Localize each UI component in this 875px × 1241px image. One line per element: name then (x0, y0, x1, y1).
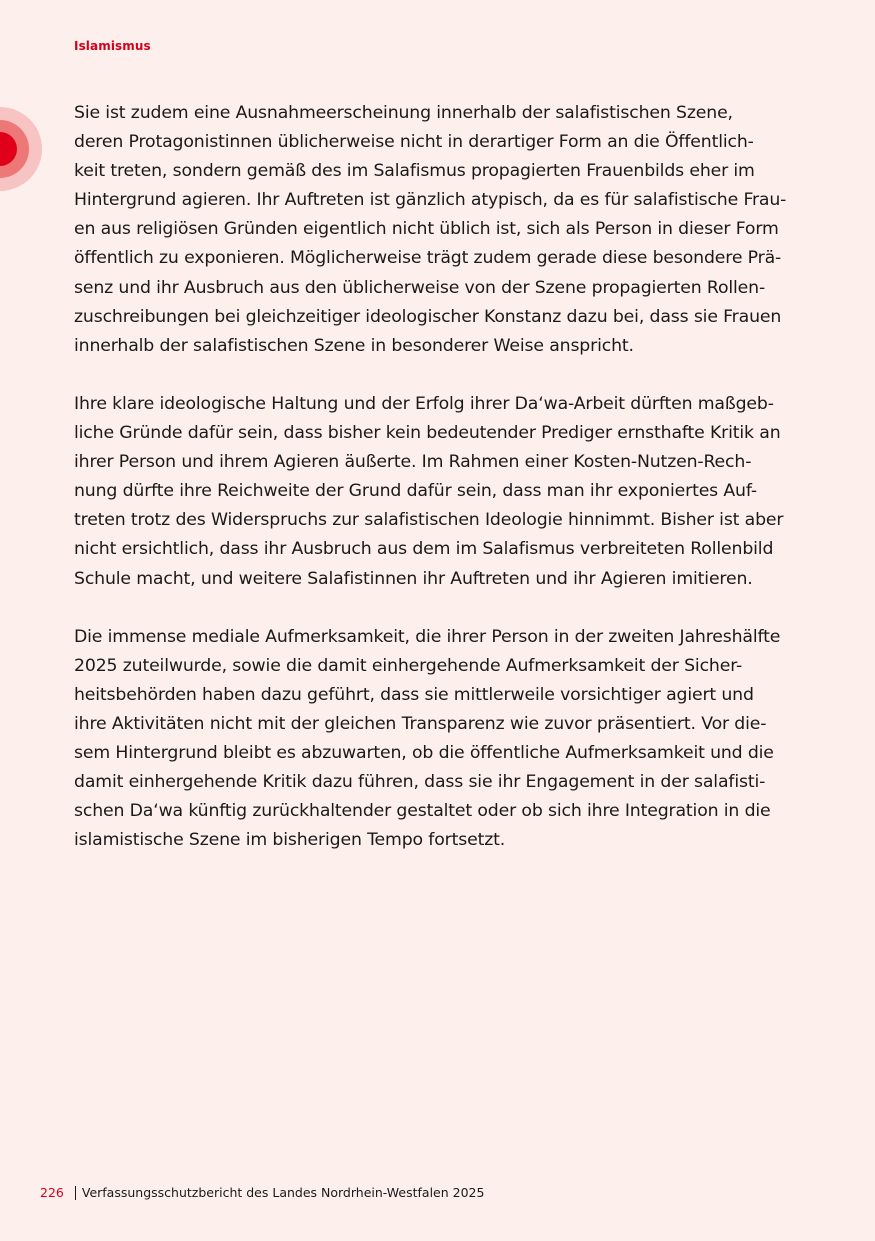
footer-divider (75, 1186, 76, 1200)
text-line: deren Protagonistinnen üblicherweise nicht in derartiger Form an die Öffentlich- (74, 132, 754, 153)
text-line: ihrer Person und ihrem Agieren äußerte. Im Rahmen einer Kosten-Nutzen-Rech- (74, 452, 752, 473)
text-line: zuschreibungen bei gleichzeitiger ideologischer Konstanz dazu bei, dass sie Frauen (74, 306, 782, 327)
body-text (74, 99, 802, 885)
text-line: sem Hintergrund bleibt es abzuwarten, ob die öffentliche Aufmerksamkeit und die (74, 743, 774, 764)
paragraph-1 (74, 99, 802, 361)
text-line: innerhalb der salafistischen Szene in besonderer Weise anspricht. (74, 335, 634, 356)
paragraph-2 (74, 390, 802, 594)
page-footer (40, 1185, 484, 1200)
page-number: 226 (40, 1185, 64, 1200)
text-line: schen Da‘wa künftig zurückhaltender gestaltet oder ob sich ihre Integration in die (74, 801, 771, 822)
text-line: nung dürfte ihre Reichweite der Grund dafür sein, dass man ihr exponiertes Auf- (74, 481, 757, 502)
target-circle-icon (0, 106, 43, 192)
text-line: senz und ihr Ausbruch aus den üblicherweise von der Szene propagierten Rollen- (74, 277, 766, 298)
text-line: en aus religiösen Gründen eigentlich nicht üblich ist, sich als Person in dieser Form (74, 219, 779, 240)
text-line: heitsbehörden haben dazu geführt, dass sie mittlerweile vorsichtiger agiert und (74, 684, 754, 705)
section-label: Islamismus (74, 39, 151, 53)
text-line: Die immense mediale Aufmerksamkeit, die ihrer Person in der zweiten Jahreshälfte (74, 626, 781, 647)
text-line: öffentlich zu exponieren. Möglicherweise trägt zudem gerade diese besondere Prä- (74, 248, 782, 269)
text-line: ihre Aktivitäten nicht mit der gleichen Transparenz wie zuvor präsentiert. Vor die- (74, 713, 767, 734)
text-line: Hintergrund agieren. Ihr Auftreten ist gänzlich atypisch, da es für salafistische Frau- (74, 190, 787, 211)
text-line: liche Gründe dafür sein, dass bisher kein bedeutender Prediger ernsthafte Kritik an (74, 423, 781, 444)
text-line: damit einhergehende Kritik dazu führen, dass sie ihr Engagement in der salafisti- (74, 772, 766, 793)
text-line: Schule macht, und weitere Salafistinnen ihr Auftreten und ihr Agieren imitieren. (74, 568, 753, 589)
text-line: islamistische Szene im bisherigen Tempo fortsetzt. (74, 830, 506, 851)
text-line: 2025 zuteilwurde, sowie die damit einhergehende Aufmerksamkeit der Sicher- (74, 655, 743, 676)
footer-title: Verfassungsschutzbericht des Landes Nordrhein-Westfalen 2025 (81, 1185, 485, 1200)
text-line: Ihre klare ideologische Haltung und der Erfolg ihrer Da‘wa-Arbeit dürften maßgeb- (74, 393, 774, 414)
text-line: nicht ersichtlich, dass ihr Ausbruch aus dem im Salafismus verbreiteten Rollenbild (74, 539, 774, 560)
text-line: treten trotz des Widerspruchs zur salafistischen Ideologie hinnimmt. Bisher ist aber (74, 510, 784, 531)
paragraph-3 (74, 623, 802, 856)
text-line: Sie ist zudem eine Ausnahmeerscheinung innerhalb der salafistischen Szene, (74, 103, 733, 123)
text-line: keit treten, sondern gemäß des im Salafismus propagierten Frauenbilds eher im (74, 161, 755, 182)
